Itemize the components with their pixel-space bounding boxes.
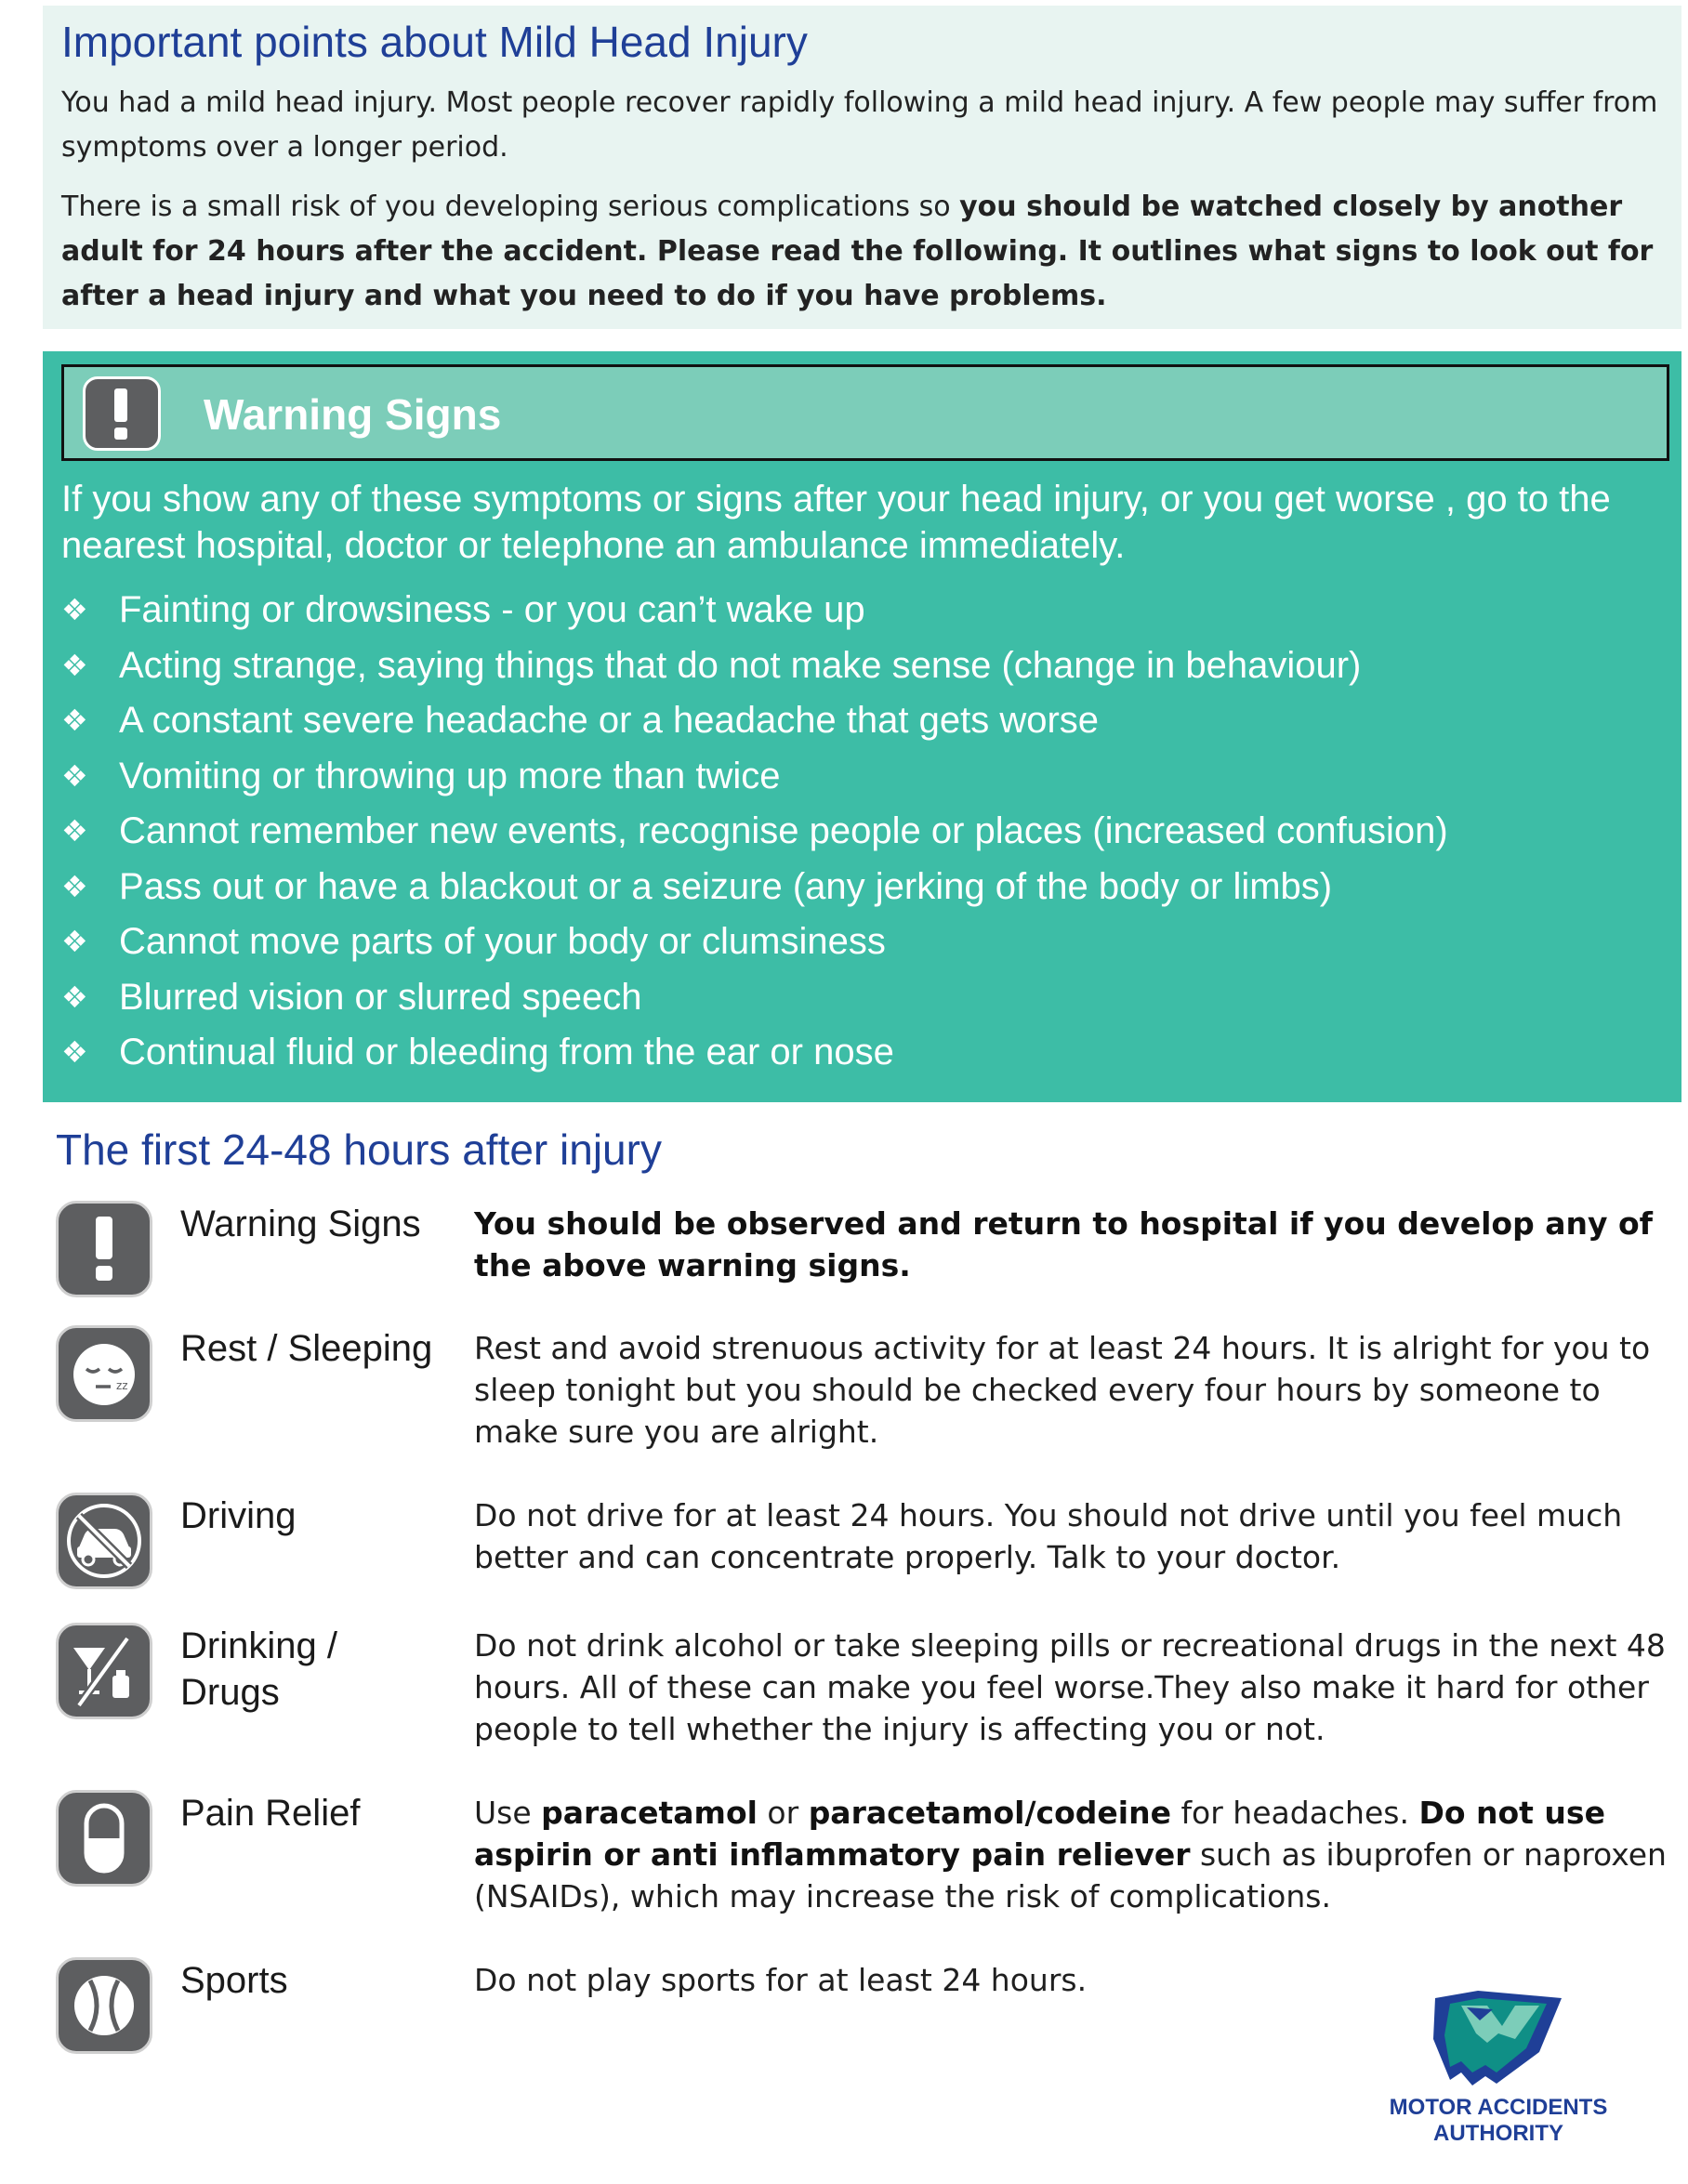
pill-capsule-icon bbox=[56, 1790, 152, 1887]
row-label: Driving bbox=[180, 1495, 297, 1536]
list-item-text: Cannot remember new events, recognise people or places (increased confusion) bbox=[119, 810, 1448, 851]
advice-row-drinking-drugs bbox=[56, 1623, 1682, 1762]
list-item bbox=[61, 863, 1660, 919]
row-text-bold-part: paracetamol/codeine bbox=[808, 1795, 1171, 1831]
row-text: Do not drink alcohol or take sleeping pills or recreational drugs in the next 48 hours. All of these can make you feel worse.They also make it hard for other people to tell whether the injury is affecting you or not. bbox=[474, 1627, 1666, 1747]
advice-row-warning-signs bbox=[56, 1201, 1682, 1303]
row-label: Rest / Sleeping bbox=[180, 1328, 433, 1369]
advice-row-rest-sleeping bbox=[56, 1325, 1682, 1465]
diamond-bullet-icon: ❖ bbox=[61, 924, 88, 959]
motor-accidents-authority-logo bbox=[1376, 1987, 1655, 2173]
svg-text:zz: zz bbox=[116, 1379, 128, 1392]
list-item-text: Continual fluid or bleeding from the ear or nose bbox=[119, 1032, 894, 1072]
diamond-bullet-icon: ❖ bbox=[61, 979, 88, 1015]
list-item-text: Pass out or have a blackout or a seizure (any jerking of the body or limbs) bbox=[119, 865, 1333, 907]
list-item bbox=[61, 586, 1660, 642]
row-text bbox=[474, 1792, 1682, 1917]
row-text: Do not drive for at least 24 hours. You should not drive until you feel much better and can concentrate properly. Talk to your doctor. bbox=[474, 1497, 1623, 1575]
row-text-bold-part: paracetamol bbox=[541, 1795, 758, 1831]
list-item-text: Acting strange, saying things that do not make sense (change in behaviour) bbox=[119, 644, 1362, 686]
intro-paragraph-1: You had a mild head injury. Most people recover rapidly following a mild head injury. A few people may suffer from symptoms over a longer period. bbox=[61, 86, 1658, 164]
row-label bbox=[180, 1623, 487, 1716]
intro-paragraph-2-bold: you should be watched closely by another adult for 24 hours after the accident. Please read the following. It outlines what signs to look out for after a head injury and what you need to do if you have problems. bbox=[61, 190, 1654, 312]
list-item-text: Cannot move parts of your body or clumsiness bbox=[119, 921, 886, 962]
row-label: Warning Signs bbox=[180, 1204, 421, 1244]
diamond-bullet-icon: ❖ bbox=[61, 813, 88, 849]
row-text: Rest and avoid strenuous activity for at least 24 hours. It is alright for you to sleep tonight but you should be checked every four hours by someone to make sure you are alright. bbox=[474, 1330, 1651, 1450]
logo-line-1: MOTOR ACCIDENTS bbox=[1389, 2095, 1608, 2120]
diamond-bullet-icon: ❖ bbox=[61, 703, 88, 738]
list-item bbox=[61, 697, 1660, 753]
row-text-part: Use bbox=[474, 1795, 542, 1831]
diamond-bullet-icon: ❖ bbox=[61, 868, 88, 904]
warning-header bbox=[61, 364, 1669, 461]
list-item-text: Vomiting or throwing up more than twice bbox=[119, 755, 781, 796]
warning-panel bbox=[43, 351, 1681, 1102]
row-text: You should be observed and return to hospital if you develop any of the above warning signs. bbox=[474, 1205, 1654, 1283]
row-text-part: such as ibuprofen or naproxen (NSAIDs), which may increase the risk of complications. bbox=[474, 1836, 1667, 1914]
logo-wordmark bbox=[1376, 2095, 1621, 2147]
intro-paragraph-2 bbox=[61, 185, 1663, 319]
list-item bbox=[61, 808, 1660, 863]
list-item bbox=[61, 753, 1660, 809]
intro-paragraph-2-plain: There is a small risk of you developing serious complications so bbox=[61, 190, 960, 223]
diamond-bullet-icon: ❖ bbox=[61, 647, 88, 683]
advice-row-driving bbox=[56, 1493, 1682, 1595]
list-item bbox=[61, 974, 1660, 1030]
row-label-line-1: Drinking / bbox=[180, 1625, 337, 1666]
list-item bbox=[61, 642, 1660, 698]
row-text-part: or bbox=[757, 1795, 809, 1831]
diamond-bullet-icon: ❖ bbox=[61, 592, 88, 627]
row-label: Pain Relief bbox=[180, 1793, 361, 1834]
diamond-bullet-icon: ❖ bbox=[61, 757, 88, 794]
warning-title: Warning Signs bbox=[204, 390, 502, 439]
row-text: Do not play sports for at least 24 hours. bbox=[474, 1962, 1088, 1998]
row-text-part: for headaches. bbox=[1170, 1795, 1419, 1831]
no-drinking-drugs-icon bbox=[56, 1623, 152, 1719]
list-item bbox=[61, 1029, 1660, 1085]
sports-ball-icon bbox=[56, 1957, 152, 2054]
intro-panel bbox=[43, 6, 1681, 329]
exclamation-icon bbox=[56, 1201, 152, 1297]
sleeping-face-icon bbox=[56, 1325, 152, 1422]
intro-title: Important points about Mild Head Injury bbox=[61, 18, 808, 66]
warning-lead-text: If you show any of these symptoms or signs after your head injury, or you get worse , go to the nearest hospital, doctor or telephone an ambulance immediately. bbox=[61, 479, 1611, 566]
list-item-text: A constant severe headache or a headache that gets worse bbox=[119, 700, 1100, 741]
row-label: Sports bbox=[180, 1960, 288, 2001]
warning-signs-list bbox=[61, 586, 1660, 1085]
maa-emblem-icon bbox=[1376, 1987, 1621, 2091]
advice-row-pain-relief bbox=[56, 1790, 1682, 1929]
logo-line-2: AUTHORITY bbox=[1433, 2121, 1563, 2146]
list-item-text: Blurred vision or slurred speech bbox=[119, 976, 642, 1018]
diamond-bullet-icon: ❖ bbox=[61, 1034, 88, 1070]
list-item bbox=[61, 918, 1660, 974]
row-label-line-2: Drugs bbox=[180, 1672, 280, 1713]
first-hours-title: The first 24-48 hours after injury bbox=[56, 1125, 662, 1174]
no-driving-icon bbox=[56, 1493, 152, 1589]
row-text-bold-part: Do not use aspirin or anti inflammatory pain reliever bbox=[474, 1795, 1605, 1873]
list-item-text: Fainting or drowsiness - or you can’t wake up bbox=[119, 589, 865, 630]
exclamation-icon bbox=[83, 376, 161, 451]
